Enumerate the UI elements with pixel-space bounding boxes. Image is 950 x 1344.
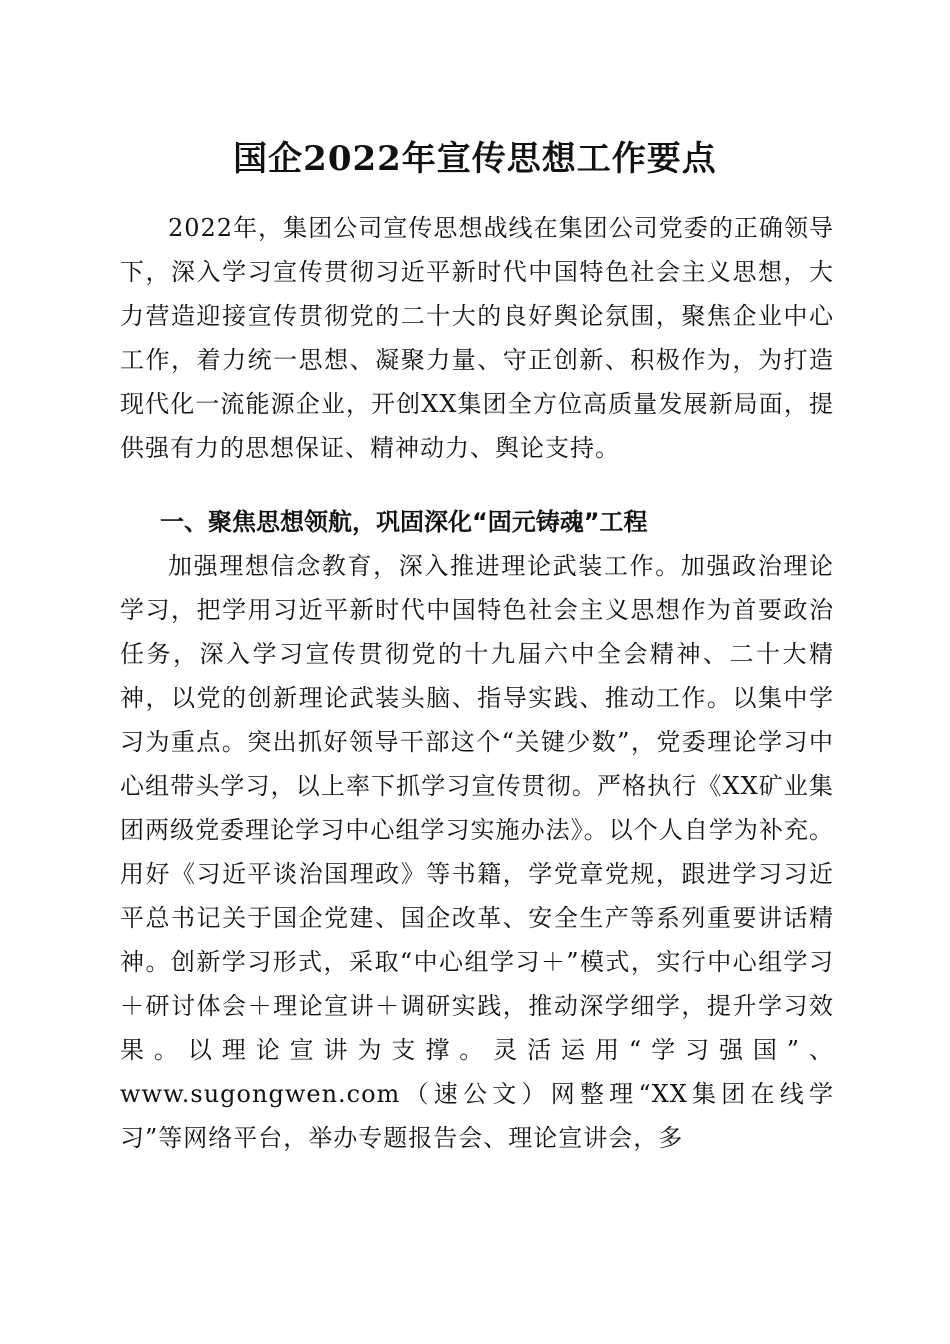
section-paragraph: 加强理想信念教育，深入推进理论武装工作。加强政治理论学习，把学用习近平新时代中国特色社会主义思想作为首要政治任务，深入学习宣传贯彻党的十九届六中全会精神、二十大精神，以党的创新理论武装头脑、指导实践、推动工作。以集中学习为重点。突出抓好领导干部这个“关键少数”，党委理论学习中心组带头学习，以上率下抓学习宣传贯彻。严格执行《XX矿业集团两级党委理论学习中心组学习实施办法》。以个人自学为补充。用好《习近平谈治国理政》等书籍，学党章党规，跟进学习习近平总书记关于国企党建、国企改革、安全生产等系列重要讲话精神。创新学习形式，采取“中心组学习＋”模式，实行中心组学习＋研讨体会＋理论宣讲＋调研实践，推动深学细学，提升学习效果。以理论宣讲为支撑。灵活运用“学习强国”、www.sugongwen.com（速公文）网整理“XX集团在线学习”等网络平台，举办专题报告会、理论宣讲会，多 — [120, 552, 834, 1152]
intro-paragraph: 2022年，集团公司宣传思想战线在集团公司党委的正确领导下，深入学习宣传贯彻习近平新时代中国特色社会主义思想，大力营造迎接宣传贯彻党的二十大的良好舆论氛围，聚焦企业中心工作，着力统一思想、凝聚力量、守正创新、积极作为，为打造现代化一流能源企业，开创XX集团全方位高质量发展新局面，提供强有力的思想保证、精神动力、舆论支持。 — [120, 214, 834, 462]
section-heading: 一、聚焦思想领航，巩固深化“固元铸魂”工程 — [160, 508, 648, 536]
document-title: 国企2022年宣传思想工作要点 — [233, 139, 717, 179]
